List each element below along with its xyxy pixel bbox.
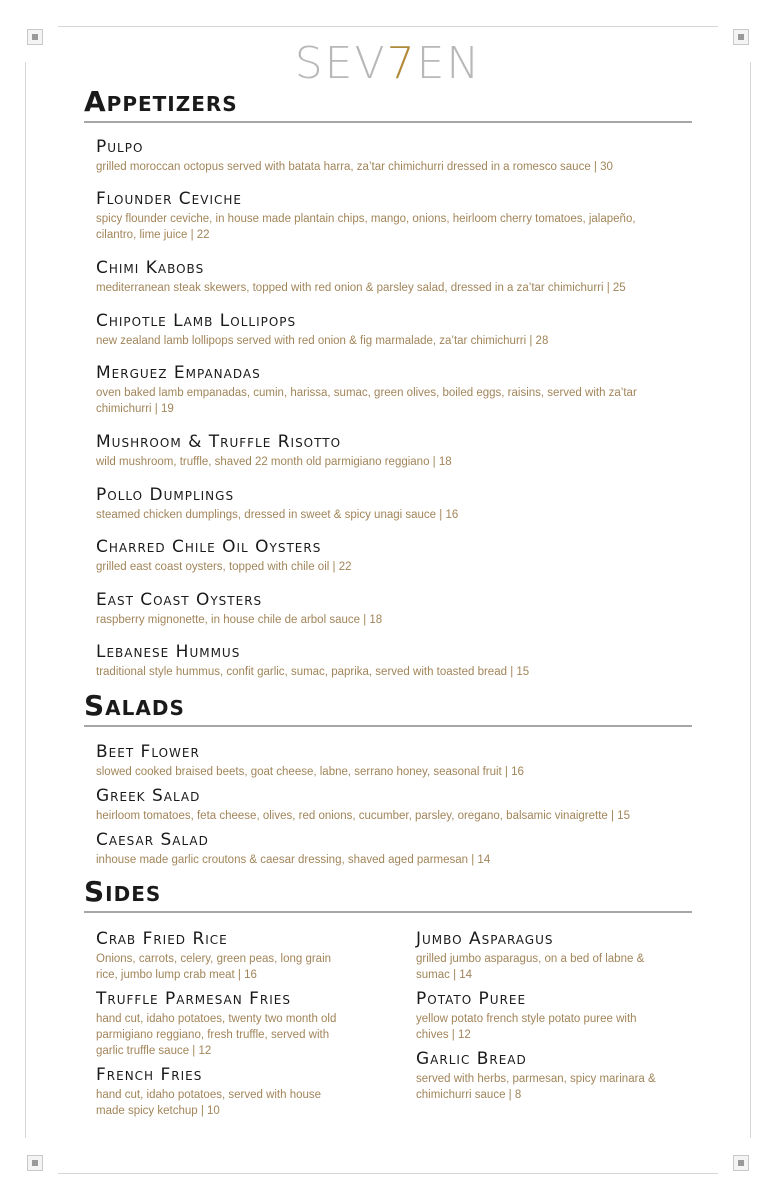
item-description: hand cut, idaho potatoes, twenty two month old parmigiano reggiano, fresh truffle, served with garlic truffle sauce | 12 [96, 1013, 337, 1057]
item-description: heirloom tomatoes, feta cheese, olives, red onions, cucumber, parsley, oregano, balsamic vinaigrette | 15 [96, 810, 630, 822]
menu-item [96, 1065, 346, 1119]
item-name: Crab Fried Rice [96, 929, 228, 949]
item-name: Truffle Parmesan Fries [96, 989, 291, 1009]
menu-item [96, 258, 676, 296]
item-description: slowed cooked braised beets, goat cheese, labne, serrano honey, seasonal fruit | 16 [96, 766, 524, 778]
sides-section [84, 876, 692, 913]
corner-ornament-bottom-left [27, 1155, 43, 1171]
menu-item [96, 485, 676, 523]
item-description: oven baked lamb empanadas, cumin, harissa, sumac, green olives, boiled eggs, raisins, served with za’tar chimichurri | 19 [96, 387, 637, 415]
item-name: Caesar Salad [96, 830, 209, 850]
item-description: yellow potato french style potato puree with chives | 12 [416, 1013, 637, 1041]
menu-item [96, 363, 676, 417]
logo-text-post: EN [416, 38, 482, 89]
menu-item [96, 742, 686, 780]
menu-item [416, 989, 666, 1043]
item-name: Beet Flower [96, 742, 200, 762]
item-name: Chipotle Lamb Lollipops [96, 311, 297, 331]
item-name: Greek Salad [96, 786, 201, 806]
frame-top-line [58, 26, 718, 27]
corner-ornament-bottom-right [733, 1155, 749, 1171]
frame-bottom-line [58, 1173, 718, 1174]
logo-text [295, 38, 482, 89]
menu-item [96, 830, 686, 868]
logo-text-pre: SEV [294, 38, 387, 89]
item-description: new zealand lamb lollipops served with red onion & fig marmalade, za’tar chimichurri | 28 [96, 335, 549, 347]
menu-item [96, 311, 676, 349]
menu-item [96, 537, 676, 575]
menu-item [96, 137, 676, 175]
logo-text-seven: 7 [386, 38, 417, 89]
item-description: steamed chicken dumplings, dressed in sweet & spicy unagi sauce | 16 [96, 509, 459, 521]
section-title-salads: Salads [84, 690, 692, 727]
frame-right-line [750, 62, 751, 1138]
item-description: grilled east coast oysters, topped with chile oil | 22 [96, 561, 352, 573]
item-description: hand cut, idaho potatoes, served with house made spicy ketchup | 10 [96, 1089, 322, 1117]
item-name: Pollo Dumplings [96, 485, 235, 505]
item-name: Jumbo Asparagus [416, 929, 554, 949]
menu-item [96, 929, 346, 983]
menu-item [96, 432, 676, 470]
item-name: Garlic Bread [416, 1049, 527, 1069]
item-description: raspberry mignonette, in house chile de arbol sauce | 18 [96, 614, 383, 626]
item-description: traditional style hummus, confit garlic, sumac, paprika, served with toasted bread | 15 [96, 666, 530, 678]
item-name: Potato Puree [416, 989, 527, 1009]
item-name: Charred Chile Oil Oysters [96, 537, 322, 557]
menu-item [96, 590, 676, 628]
item-name: Chimi Kabobs [96, 258, 205, 278]
item-description: mediterranean steak skewers, topped with red onion & parsley salad, dressed in a za’tar chimichurri | 25 [96, 282, 626, 294]
item-name: Lebanese Hummus [96, 642, 241, 662]
section-title-appetizers: Appetizers [84, 86, 692, 123]
item-name: Merguez Empanadas [96, 363, 261, 383]
menu-item [96, 189, 676, 243]
item-description: Onions, carrots, celery, green peas, long grain rice, jumbo lump crab meat | 16 [96, 953, 332, 981]
item-description: served with herbs, parmesan, spicy marinara & chimichurri sauce | 8 [416, 1073, 656, 1101]
item-name: Pulpo [96, 137, 144, 157]
item-description: grilled jumbo asparagus, on a bed of labne & sumac | 14 [416, 953, 645, 981]
menu-item [416, 1049, 666, 1103]
menu-item [416, 929, 666, 983]
item-description: inhouse made garlic croutons & caesar dressing, shaved aged parmesan | 14 [96, 854, 491, 866]
item-name: East Coast Oysters [96, 590, 263, 610]
menu-item [96, 786, 686, 824]
restaurant-logo [0, 38, 776, 89]
menu-item [96, 989, 346, 1059]
item-name: French Fries [96, 1065, 203, 1085]
salads-section [84, 690, 692, 727]
item-name: Mushroom & Truffle Risotto [96, 432, 342, 452]
appetizers-section [84, 86, 692, 123]
item-description: spicy flounder ceviche, in house made plantain chips, mango, onions, heirloom cherry tomatoes, jalapeño, cilantro, lime juice | 22 [96, 213, 636, 241]
frame-left-line [25, 62, 26, 1138]
item-name: Flounder Ceviche [96, 189, 242, 209]
menu-item [96, 642, 676, 680]
item-description: wild mushroom, truffle, shaved 22 month old parmigiano reggiano | 18 [96, 456, 452, 468]
section-title-sides: Sides [84, 876, 692, 913]
item-description: grilled moroccan octopus served with batata harra, za’tar chimichurri dressed in a romesco sauce | 30 [96, 161, 613, 173]
